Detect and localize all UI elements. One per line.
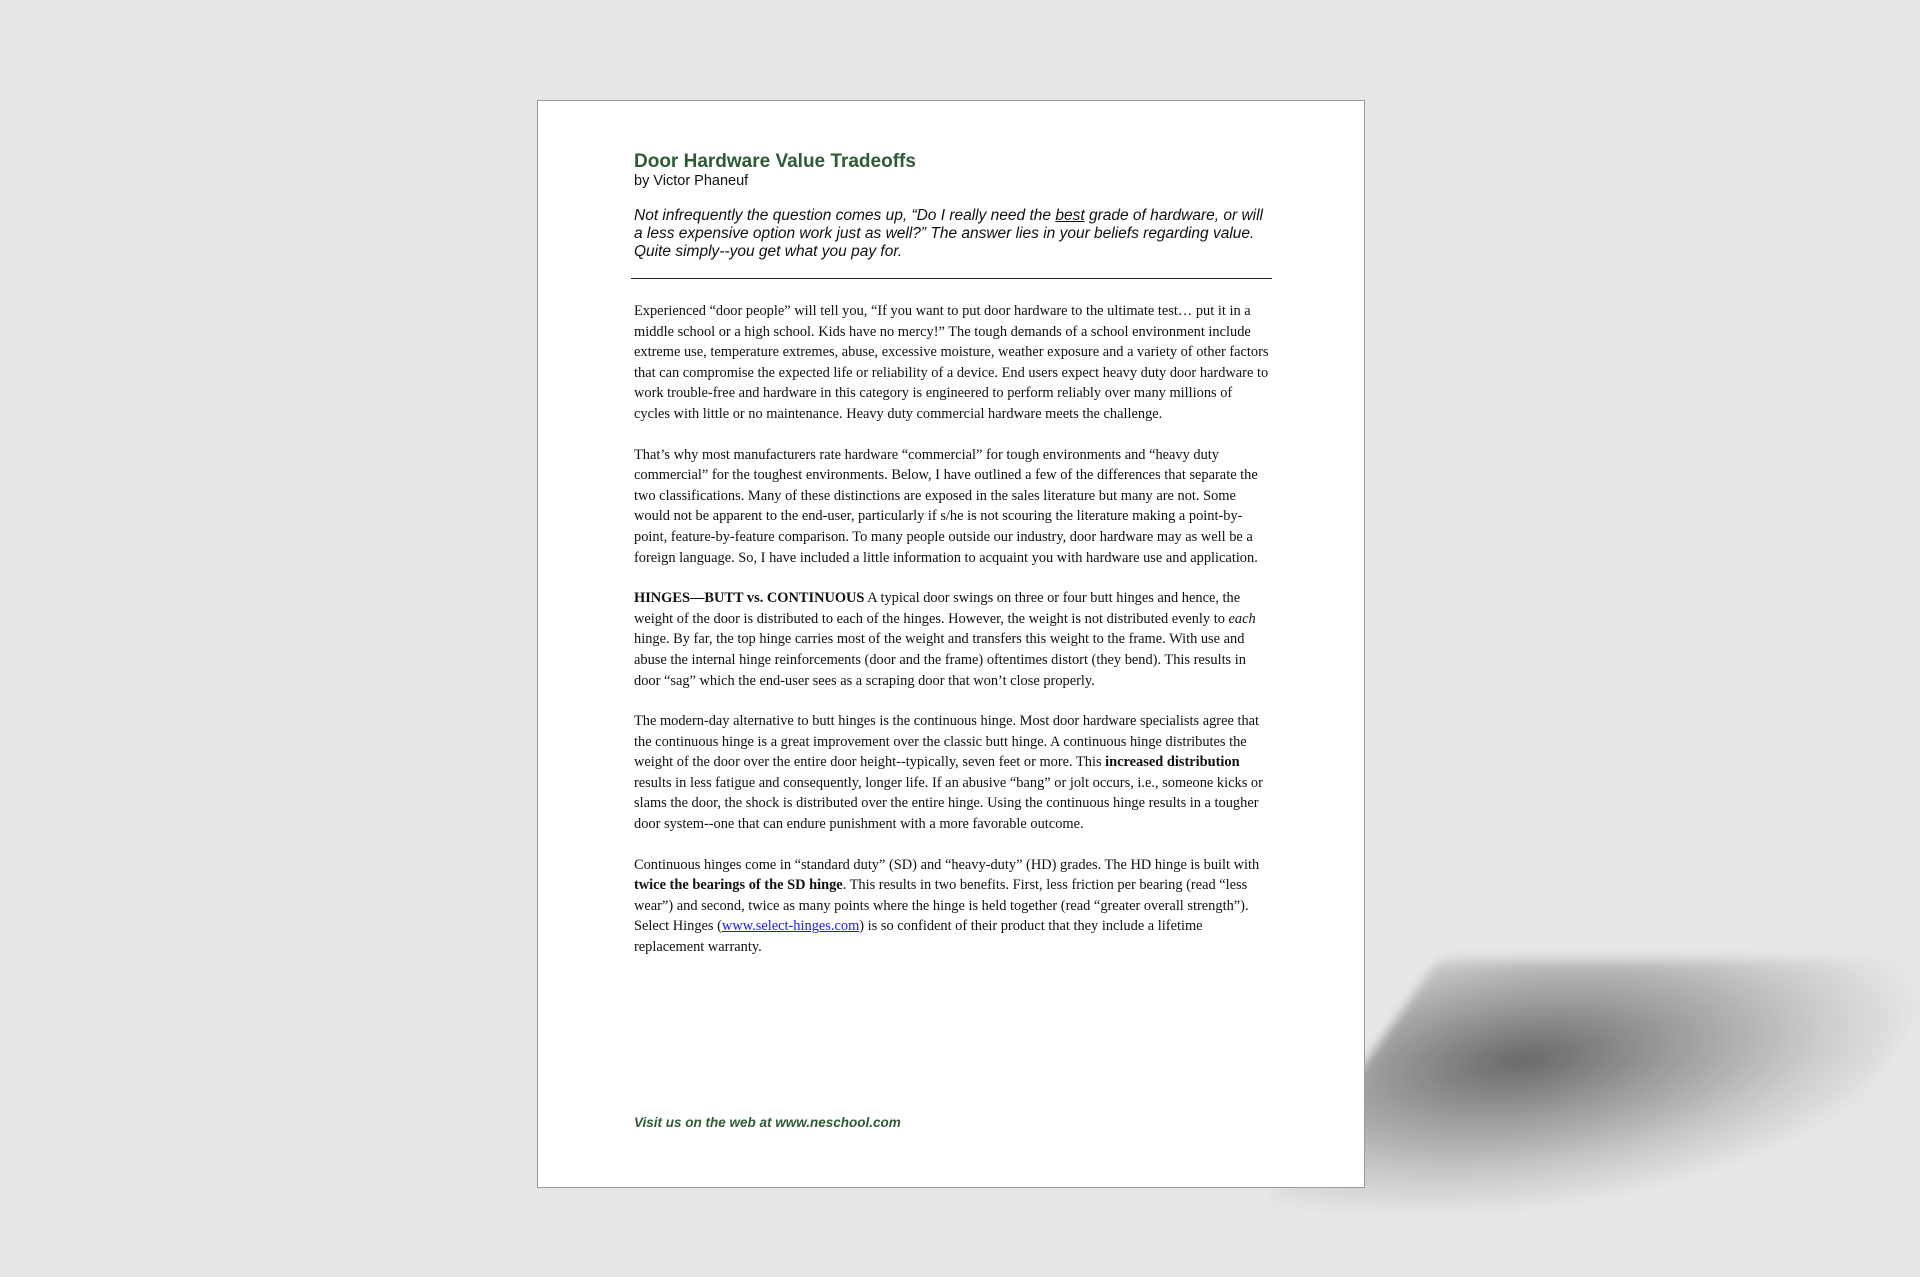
hinges-text-a: A typical door swings on three or four butt hinges and hence, the weight of the door is distributed to each of the hinges. However, the weight is not distributed evenly to [634, 590, 1241, 627]
intro-underlined-word: best [1055, 207, 1085, 224]
intro-text-after: grade of hardware, or will a less expensive option work just as well?” The answer lies in your beliefs regarding value. Quite simply--you get what you pay for. [634, 207, 1263, 260]
author-byline: by Victor Phaneuf [634, 173, 749, 189]
section-heading-hinges: HINGES—BUTT vs. CONTINUOUS [634, 590, 865, 607]
continuous-text-a: The modern-day alternative to butt hinges is the continuous hinge. Most door hardware specialists agree that the continuous hinge is a great improvement over the classic butt hinge. A continuous hinge distributes the weight of the door over the entire door height--typically, seven feet or more. This [634, 713, 1260, 771]
article-body [634, 301, 1269, 958]
grades-text-b: . This results in two benefits. First, less friction per bearing (read “less wear”) and second, twice as many points where the hinge is held together (read “greater overall strength”). Select Hinges ( [634, 877, 1249, 935]
document-title: Door Hardware Value Tradeoffs [634, 151, 916, 172]
grades-bold-phrase: twice the bearings of the SD hinge [634, 877, 843, 894]
intro-paragraph [634, 207, 1269, 261]
paragraph-continuous-hinge [634, 711, 1269, 835]
section-divider [631, 278, 1272, 279]
footer-website-note: Visit us on the web at www.neschool.com [634, 1115, 901, 1130]
hinges-italic-word: each [1228, 610, 1256, 627]
document-page [537, 100, 1365, 1188]
paragraph-school-demands: Experienced “door people” will tell you, “If you want to put door hardware to the ultimate test… put it in a middle school or a high school. Kids have no mercy!” The tough demands of a school environment include extreme use, temperature extremes, abuse, excessive moisture, weather exposure and a variety of other factors that can compromise the expected life or reliability of a device. End users expect heavy duty door hardware to work trouble-free and hardware in this category is engineered to perform reliably over many millions of cycles with little or no maintenance. Heavy duty commercial hardware meets the challenge. [634, 303, 1269, 422]
paragraph-hinge-grades [634, 855, 1269, 958]
paragraph-hinges-butt [634, 588, 1269, 691]
document-content [634, 151, 1269, 978]
intro-text-before: Not infrequently the question comes up, “Do I really need the [634, 207, 1056, 224]
select-hinges-link[interactable]: www.select-hinges.com [721, 918, 860, 935]
continuous-text-b: results in less fatigue and consequently, longer life. If an abusive “bang” or jolt occurs, i.e., someone kicks or slams the door, the shock is distributed over the entire hinge. Using the continuous hinge results in a tougher door system--one that can endure punishment with a more favorable outcome. [634, 774, 1263, 833]
continuous-bold-phrase: increased distribution [1105, 754, 1240, 771]
hinges-text-b: hinge. By far, the top hinge carries most of the weight and transfers this weight to the frame. With use and abuse the internal hinge reinforcements (door and the frame) oftentimes distort (they bend). This results in door “sag” which the end-user sees as a scraping door that won’t close properly. [634, 631, 1246, 689]
grades-text-c: ) is so confident of their product that they include a lifetime replacement warranty. [634, 918, 1203, 956]
paragraph-ratings: That’s why most manufacturers rate hardware “commercial” for tough environments and “heavy duty commercial” for the toughest environments. Below, I have outlined a few of the differences that separate the two classifications. Many of these distinctions are exposed in the sales literature but many are not. Some would not be apparent to the end-user, particularly if s/he is not scouring the literature making a point-by-point, feature-by-feature comparison. To many people outside our industry, door hardware may as well be a foreign language. So, I have included a little information to acquaint you with hardware use and application. [634, 446, 1258, 566]
grades-text-a: Continuous hinges come in “standard duty” (SD) and “heavy-duty” (HD) grades. The HD hinge is built with [634, 856, 1260, 873]
